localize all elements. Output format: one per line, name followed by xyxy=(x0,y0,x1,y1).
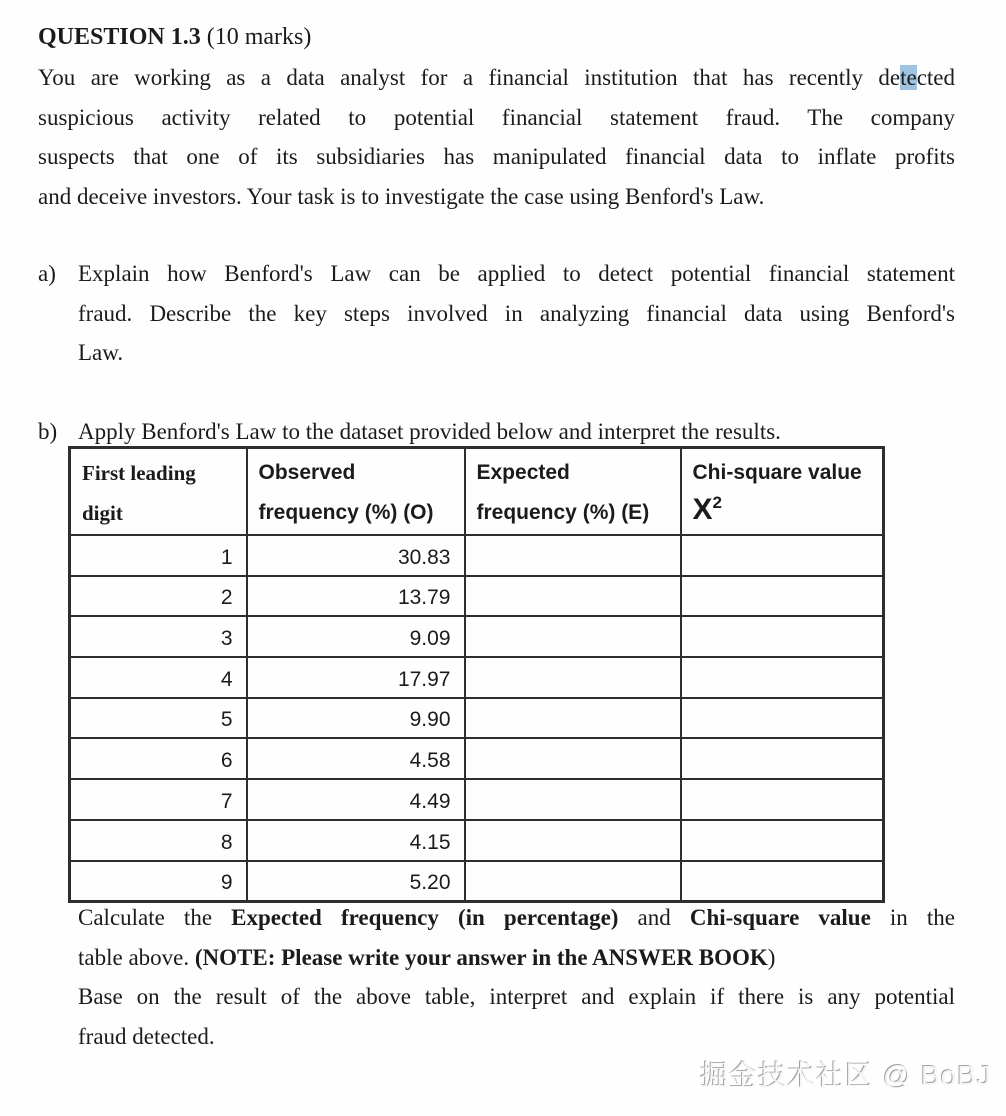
table-row xyxy=(70,738,884,779)
part-b-label: b) xyxy=(38,419,58,444)
part-a-line: Law. xyxy=(78,340,124,365)
header-line: First leading xyxy=(82,461,196,485)
header-line: Expected xyxy=(476,461,570,484)
expected-cell xyxy=(465,576,681,617)
digit-cell: 9 xyxy=(70,861,247,902)
table-row xyxy=(70,657,884,698)
table-header-row xyxy=(70,448,884,536)
table-row xyxy=(70,861,884,902)
observed-cell: 9.09 xyxy=(247,616,465,657)
part-b-text: Apply Benford's Law to the dataset provided below and interpret the results. xyxy=(78,419,781,444)
chi-cell xyxy=(681,535,884,576)
expected-cell xyxy=(465,535,681,576)
benford-table xyxy=(68,446,885,903)
table-row xyxy=(70,820,884,861)
table-row xyxy=(70,576,884,617)
header-observed-frequency xyxy=(247,448,465,536)
header-chi-square-value xyxy=(681,448,884,536)
expected-cell xyxy=(465,861,681,902)
intro-paragraph xyxy=(38,58,955,216)
header-line: Observed xyxy=(258,461,356,484)
chi-cell xyxy=(681,698,884,739)
expected-cell xyxy=(465,738,681,779)
expected-cell xyxy=(465,779,681,820)
chi-cell xyxy=(681,861,884,902)
header-first-leading-digit xyxy=(70,448,247,536)
chi-symbol: $X^2$ xyxy=(692,493,722,526)
question-marks: (10 marks) xyxy=(200,24,312,50)
header-line: frequency (%) (O) xyxy=(258,501,434,524)
digit-cell: 6 xyxy=(70,738,247,779)
intro-line: suspects that one of its subsidiaries has manipulated financial data to inflate profits xyxy=(38,144,955,169)
expected-cell xyxy=(465,616,681,657)
expected-cell xyxy=(465,657,681,698)
digit-cell: 2 xyxy=(70,576,247,617)
closing-line: Calculate the Expected frequency (in percentage) and Chi-square value in the xyxy=(78,905,955,930)
intro-line: You are working as a data analyst for a financial institution that has recently detected xyxy=(38,65,955,90)
observed-cell: 4.15 xyxy=(247,820,465,861)
part-a-line: Explain how Benford's Law can be applied to detect potential financial statement xyxy=(78,261,955,286)
digit-cell: 1 xyxy=(70,535,247,576)
part-a xyxy=(38,254,955,373)
question-number: QUESTION 1.3 xyxy=(38,24,201,50)
observed-cell: 13.79 xyxy=(247,576,465,617)
part-a-label: a) xyxy=(38,261,56,286)
chi-cell xyxy=(681,616,884,657)
intro-line: suspicious activity related to potential financial statement fraud. The company xyxy=(38,104,955,130)
header-line: Chi-square value xyxy=(692,461,862,484)
closing-paragraph xyxy=(78,898,955,1056)
table-row xyxy=(70,779,884,820)
table-row xyxy=(70,698,884,739)
observed-cell: 9.90 xyxy=(247,698,465,739)
header-line: digit xyxy=(82,501,123,525)
watermark: 掘金技术社区 @ BoBJ xyxy=(700,1060,992,1091)
part-a-line: fraud. Describe the key steps involved in analyzing financial data using Benford's xyxy=(78,300,955,326)
digit-cell: 7 xyxy=(70,779,247,820)
chi-cell xyxy=(681,779,884,820)
chi-cell xyxy=(681,738,884,779)
observed-cell: 5.20 xyxy=(247,861,465,902)
table-row xyxy=(70,616,884,657)
chi-cell xyxy=(681,657,884,698)
header-expected-frequency xyxy=(465,448,681,536)
digit-cell: 8 xyxy=(70,820,247,861)
chi-cell xyxy=(681,820,884,861)
expected-cell xyxy=(465,820,681,861)
observed-cell: 4.58 xyxy=(247,738,465,779)
chi-cell xyxy=(681,576,884,617)
intro-line: and deceive investors. Your task is to investigate the case using Benford's Law. xyxy=(38,183,765,209)
header-line: frequency (%) (E) xyxy=(476,501,650,524)
closing-line: table above. (NOTE: Please write your answer in the ANSWER BOOK) xyxy=(78,944,776,970)
part-a-text xyxy=(78,254,955,373)
digit-cell: 5 xyxy=(70,698,247,739)
closing-line: fraud detected. xyxy=(78,1023,215,1049)
question-heading xyxy=(38,22,311,52)
observed-cell: 4.49 xyxy=(247,779,465,820)
table-row xyxy=(70,535,884,576)
observed-cell: 30.83 xyxy=(247,535,465,576)
digit-cell: 4 xyxy=(70,657,247,698)
digit-cell: 3 xyxy=(70,616,247,657)
closing-line: Base on the result of the above table, interpret and explain if there is any potential xyxy=(78,984,955,1009)
expected-cell xyxy=(465,698,681,739)
observed-cell: 17.97 xyxy=(247,657,465,698)
